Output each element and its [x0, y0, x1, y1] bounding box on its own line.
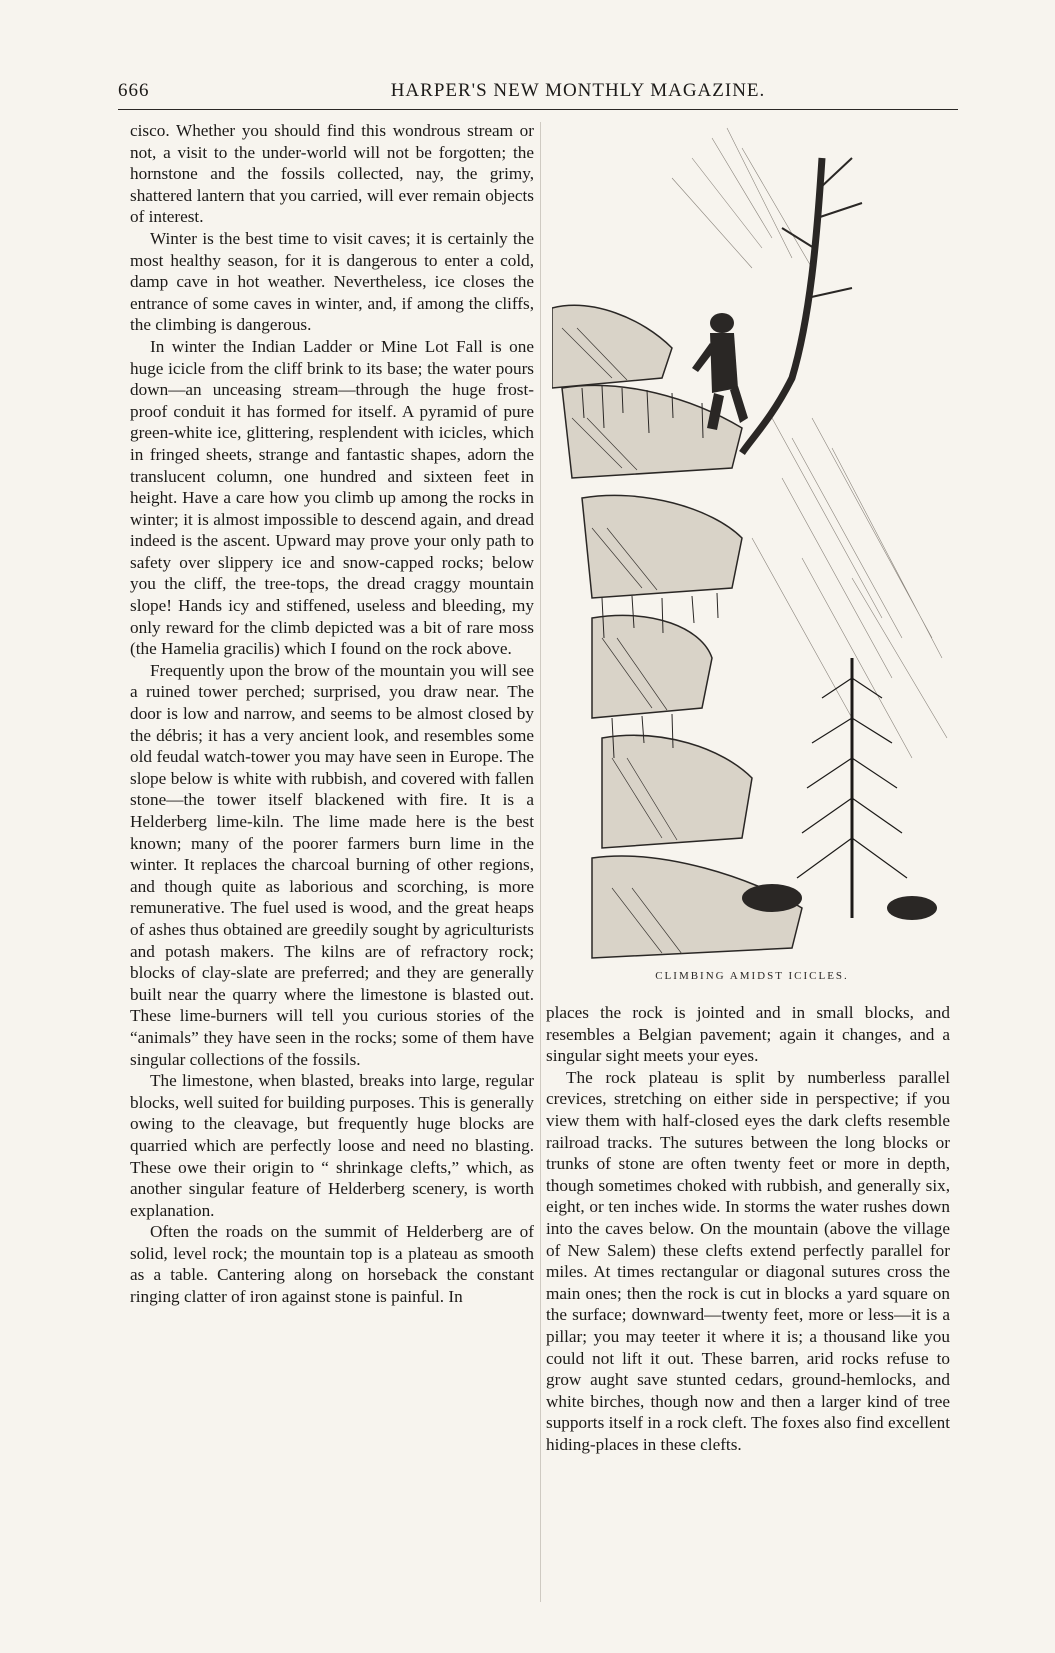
paragraph: Winter is the best time to visit caves; it is certainly the most healthy season, for it is dangerous to enter a cold, damp cave in hot weather. Nevertheless, ice closes the entrance of some caves in winter, and, if among the cliffs, the climbing is dangerous.	[130, 228, 534, 335]
paragraph: Frequently upon the brow of the mountain you will see a ruined tower perched; surprised, you draw near. The door is low and narrow, and seems to be almost closed by the débris; it has a very ancient look, and resembles some old feudal watch-tower you may have seen in Europe. The slope below is white with rubbish, and covered with fallen stone—the tower itself blackened with fire. It is a Helderberg lime-kiln. The lime made here is the best known; many of the poorer farmers burn lime in the winter. It replaces the charcoal burning of other regions, and though quite as laborious and scorching, is more remunerative. The fuel used is wood, and the great heaps of ashes thus obtained are greedily sought by agriculturists and potash makers. The kilns are of refractory rock; blocks of clay-slate are preferred; and they are generally built near the quarry where the limestone is blasted out. These lime-burners will tell you curious stories of the “animals” they have seen in the rocks; some of them have singular collections of the fossils.	[130, 660, 534, 1069]
paragraph: In winter the Indian Ladder or Mine Lot Fall is one huge icicle from the cliff brink to its base; the water pours down—an unceasing stream—through the huge frost-proof conduit it has formed for itself. A pyramid of pure green-white ice, glittering, resplendent with icicles, which in fringed sheets, strange and fantastic shapes, adorn the translucent column, one hundred and sixteen feet in height. Have a care how you climb up among the rocks in winter; it is almost impossible to descend again, and dread indeed is the ascent. Upward may prove your only path to safety over slippery ice and snow-capped rocks; below you the cliff, the tree-tops, the dread craggy mountain slope! Hands icy and stiffened, useless and bleeding, my only reward for the climb depicted was a bit of rare moss (the Hamelia gracilis) which I found on the rock above.	[130, 336, 534, 659]
paragraph: Often the roads on the summit of Helderberg are of solid, level rock; the mountain top is a plateau as smooth as a table. Cantering along on horseback the constant ringing clatter of iron against stone is painful. In	[130, 1222, 534, 1307]
engraving-climbing-amidst-icicles	[552, 118, 952, 968]
paragraph: places the rock is jointed and in small blocks, and resembles a Belgian pavement; again it changes, and a singular sight meets your eyes.	[546, 1003, 950, 1066]
column-divider	[540, 122, 541, 1602]
paragraph: The rock plateau is split by numberless parallel crevices, stretching on either side in perspective; if you view them with half-closed eyes the dark clefts resemble railroad tracks. The sutures between the long blocks or trunks of stone are often twenty feet or more in depth, though sometimes choked with rubbish, and generally six, eight, or ten inches wide. In storms the water rushes down into the caves below. On the mountain (above the village of New Salem) these clefts extend perfectly parallel for miles. At times rectangular or diagonal sutures cross the main ones; then the rock is cut in blocks a yard square on the surface; downward—twenty feet, more or less—it is a pillar; you may teeter it where it is; a thousand like you could not lift it out. These barren, arid rocks refuse to grow aught save stunted cedars, ground-hemlocks, and white birches, though now and then a larger kind of tree supports itself in a rock cleft. The foxes also find excellent hiding-places in these clefts.	[546, 1067, 950, 1454]
right-column	[546, 1002, 950, 1602]
paragraph: The limestone, when blasted, breaks into large, regular blocks, well suited for building purposes. This is generally owing to the cleavage, but frequently huge blocks are quarried which are perfectly loose and need no blasting. These owe their origin to “ shrinkage clefts,” which, as another singular feature of Helderberg scenery, is worth explanation.	[130, 1071, 534, 1220]
header-rule	[118, 109, 958, 110]
paragraph: cisco. Whether you should find this wondrous stream or not, a visit to the under-world will not be forgotten; the hornstone and the fossils collected, nay, the grimy, shattered lantern that you carried, will ever remain objects of interest.	[130, 121, 534, 227]
pine-tree	[797, 658, 907, 918]
left-column	[130, 120, 534, 1620]
dead-tree	[742, 158, 862, 453]
icy-rock-ledges	[552, 305, 802, 958]
page-header	[118, 80, 958, 110]
illustration-caption: CLIMBING AMIDST ICICLES.	[655, 970, 849, 982]
running-title: HARPER'S NEW MONTHLY MAGAZINE.	[390, 80, 766, 101]
page-number: 666	[118, 80, 150, 101]
